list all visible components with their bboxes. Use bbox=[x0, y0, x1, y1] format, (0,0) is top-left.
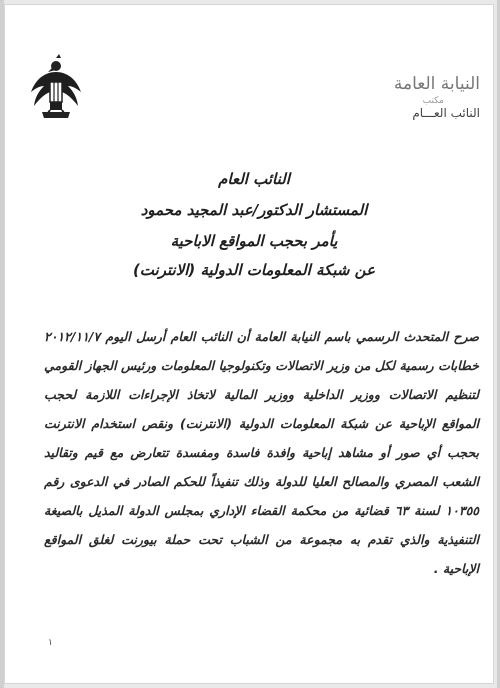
eagle-emblem-icon bbox=[28, 52, 84, 124]
page-number: ١ bbox=[48, 638, 53, 648]
letterhead-org-name: النيابة العامة bbox=[393, 74, 480, 94]
letterhead bbox=[310, 74, 480, 120]
heading-line-4: عن شبكة المعلومات الدولية (الانترنت) bbox=[132, 261, 376, 279]
letterhead-title: النائب العـــام bbox=[412, 106, 480, 120]
document-heading bbox=[44, 172, 464, 278]
letterhead-office: مكتب bbox=[422, 96, 444, 106]
heading-line-1: النائب العام bbox=[218, 170, 290, 188]
body-paragraph: صرح المتحدث الرسمي باسم النيابة العامة أن النائب العام أرسل اليوم ٢٠١٢/١١/٧ خطابات رسمية لكل من وزير الاتصالات وتكنولوجيا المعلومات ورئيس الجهاز القومي لتنظيم الاتصالات ووزير الداخلية ووزير المالية لاتخاذ الإجراءات اللازمة لحجب المواقع الإباحية عن شبكة المعلومات الدولية (الانترنت) ونقص استخدام الانترنت بحجب أي صور أو مشاهد إباحية وافدة فاسدة ومفسدة تتعارض مع قيم وتقاليد الشعب المصري والمصالح العليا للدولة وذلك تنفيذاً للحكم الصادر في الدعوى رقم ١٠٣٥٥ لسنة ٦٣ قضائية من محكمة القضاء الإداري بمجلس الدولة المذيل بالصيغة التنفيذية والذي تقدم به مجموعة من الشباب تحت حملة بيورنت لغلق المواقع الإباحية . bbox=[44, 329, 479, 576]
document-page bbox=[4, 4, 494, 684]
heading-line-2: المستشار الدكتور/عبد المجيد محمود bbox=[140, 201, 368, 219]
heading-line-3: يأمر بحجب المواقع الاباحية bbox=[170, 232, 338, 250]
